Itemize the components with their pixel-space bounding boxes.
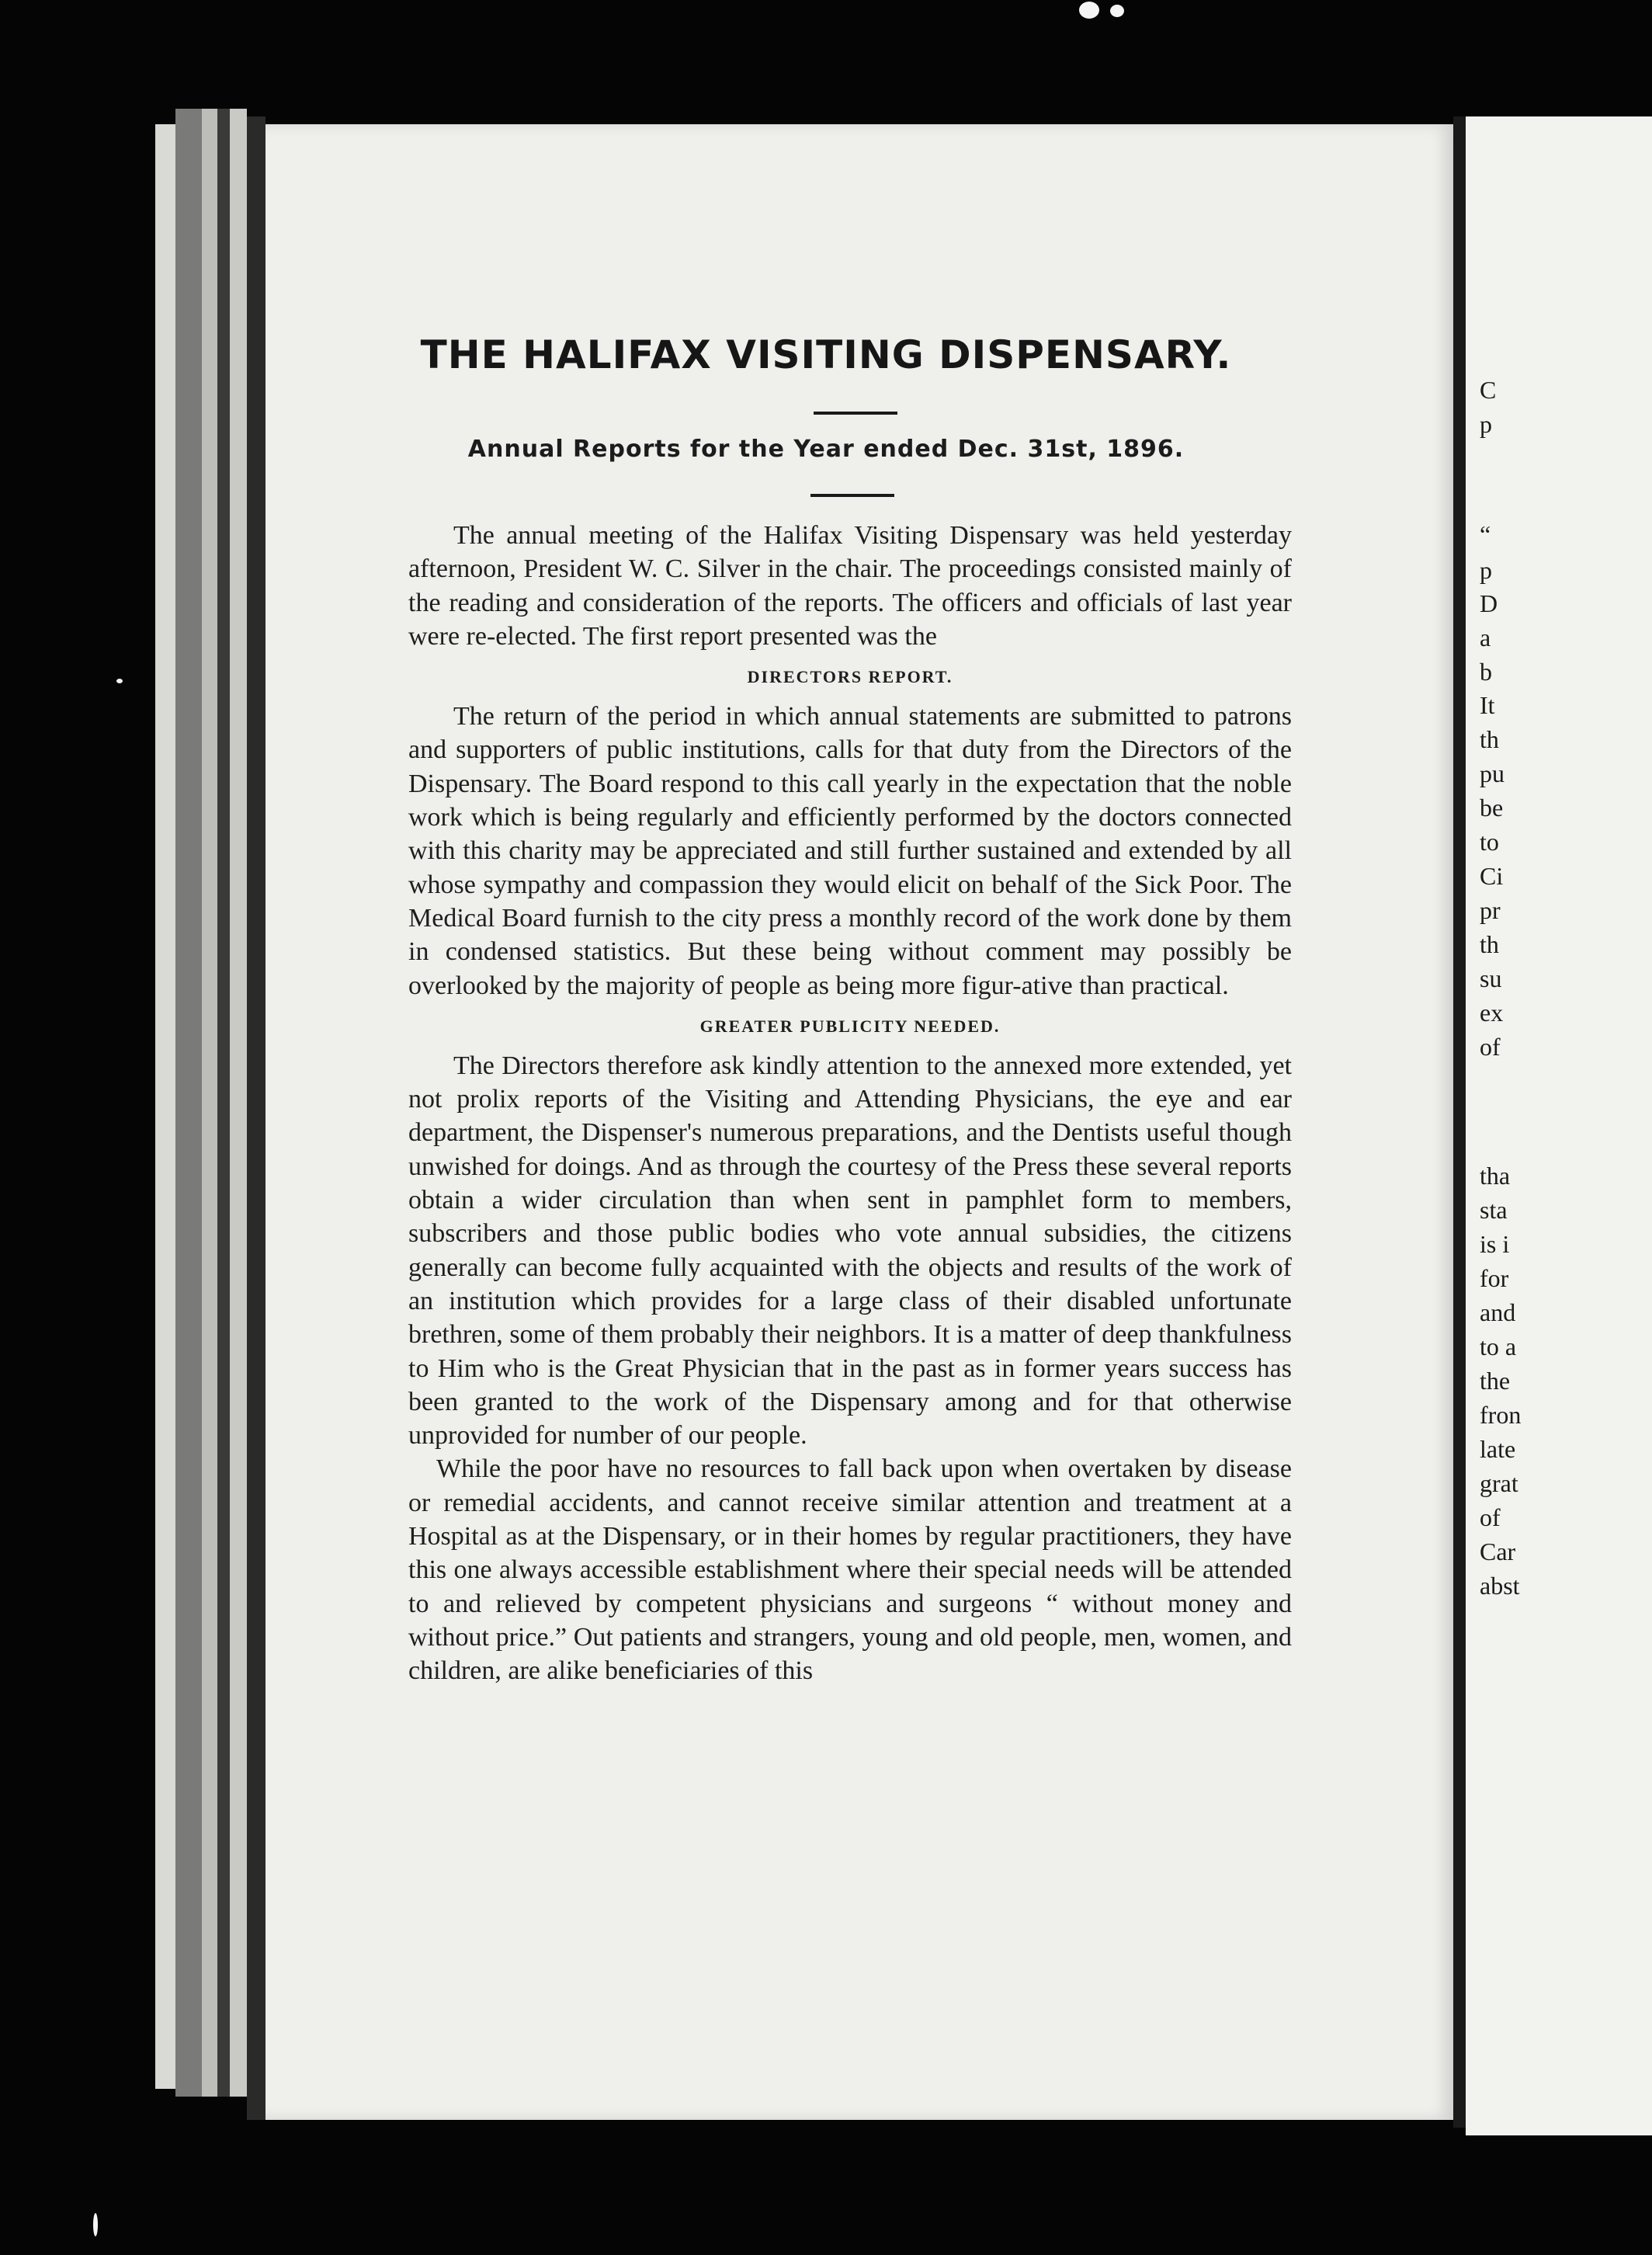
facing-text-fragment: fron <box>1480 1401 1522 1429</box>
paragraph: The return of the period in which annual statements are submitted to patrons and supporters of public institutions, calls for that duty from the Directors of the Dispensary. The Board respond to this call yearly in the expectation that the noble work which is being regularly and efficiently performed by the doctors connected with this charity may be appreciated and still further sustained and extended by all whose sympathy and compassion they would elicit on behalf of the Sick Poor. The Medical Board furnish to the city press a monthly record of the work done by them in condensed statistics. But these being without comment may possibly be overlooked by the majority of people as being more figur-ative than practical. <box>408 702 1292 1000</box>
dust-speck <box>93 2213 98 2236</box>
facing-text-fragment: p <box>1480 556 1492 584</box>
facing-text-fragment: ex <box>1480 999 1504 1027</box>
dust-speck <box>116 679 123 683</box>
paragraph: The annual meeting of the Halifax Visiting Dispensary was held yesterday afternoon, President W. C. Silver in the chair. The proceedings consisted mainly of the reading and consideration of the reports. The officers and officials of last year were re-elected. The first report presented was the <box>408 521 1292 651</box>
paragraph: The Directors therefore ask kindly attention to the annexed more extended, yet not prolix reports of the Visiting and Attending Physicians, the eye and ear department, the Dispenser's numerous preparations, and the Dentists useful though unwished for doings. And as through the courtesy of the Press these several reports obtain a wider circulation than when sent in pamphlet form to members, subscribers and those public bodies who vote annual subsidies, the citizens generally can become fully acquainted with the objects and results of the work of an institution which provides for a large class of their disabled unfortunate brethren, some of them probably their neighbors. It is a matter of deep thankfulness to Him who is the Great Physician that in the past as in former years success has been granted to the work of the Dispensary among and for that otherwise unprovided for number of our people. <box>408 1051 1292 1451</box>
dust-speck <box>1110 5 1124 17</box>
facing-text-fragment: sta <box>1480 1196 1508 1224</box>
facing-text-fragment: “ <box>1480 520 1491 548</box>
section-heading: DIRECTORS REPORT. <box>747 667 953 687</box>
facing-text-fragment: Car <box>1480 1538 1516 1565</box>
facing-text-fragment: th <box>1480 725 1499 753</box>
facing-text-fragment: late <box>1480 1435 1516 1463</box>
page-edge <box>175 109 202 2097</box>
facing-text-fragment: a <box>1480 624 1491 651</box>
section-heading: GREATER PUBLICITY NEEDED. <box>699 1016 1001 1036</box>
facing-text-fragment: pr <box>1480 896 1501 924</box>
page-edge <box>247 116 266 2120</box>
facing-text-fragment: C <box>1480 376 1497 404</box>
facing-text-fragment: tha <box>1480 1162 1511 1190</box>
facing-text-fragment: and <box>1480 1298 1516 1326</box>
title-divider <box>814 412 897 415</box>
facing-text-fragment: for <box>1480 1264 1509 1292</box>
facing-text-fragment: grat <box>1480 1469 1518 1497</box>
page-title: THE HALIFAX VISITING DISPENSARY. <box>420 332 1232 377</box>
page-edge <box>217 109 230 2097</box>
paragraph: While the poor have no resources to fall back upon when overtaken by disease or remedial accidents, and cannot receive similar attention and treatment at a Hospital as at the Dispensary, or in their homes by regular practitioners, they have this one always accessible establishment where their special needs will be attended to and relieved by competent physicians and surgeons “ without money and without price.” Out patients and strangers, young and old people, men, women, and children, are alike beneficiaries of this <box>408 1454 1292 1686</box>
facing-text-fragment: p <box>1480 410 1492 438</box>
facing-text-fragment: D <box>1480 589 1498 617</box>
facing-text-fragment: It <box>1480 691 1495 719</box>
book-gutter <box>1453 116 1466 2128</box>
facing-page <box>1466 116 1652 2135</box>
article-body <box>408 519 1292 1688</box>
facing-text-fragment: su <box>1480 964 1502 992</box>
subtitle-divider <box>810 494 894 497</box>
dust-speck <box>1079 2 1099 19</box>
facing-text-fragment: to a <box>1480 1332 1517 1360</box>
page-edge <box>155 124 175 2089</box>
facing-text-fragment: the <box>1480 1367 1511 1395</box>
page-edge <box>202 109 217 2097</box>
facing-text-fragment: Ci <box>1480 862 1504 890</box>
facing-text-fragment: abst <box>1480 1572 1520 1600</box>
facing-text-fragment: is i <box>1480 1230 1510 1258</box>
page-edge <box>230 109 247 2097</box>
facing-text-fragment: pu <box>1480 759 1504 787</box>
facing-text-fragment: b <box>1480 658 1492 686</box>
page-subtitle: Annual Reports for the Year ended Dec. 31st, 1896. <box>467 436 1185 463</box>
facing-text-fragment: of <box>1480 1503 1501 1531</box>
facing-text-fragment: be <box>1480 794 1504 822</box>
facing-text-fragment: th <box>1480 930 1499 958</box>
facing-text-fragment: to <box>1480 828 1499 856</box>
facing-text-fragment: of <box>1480 1033 1501 1061</box>
